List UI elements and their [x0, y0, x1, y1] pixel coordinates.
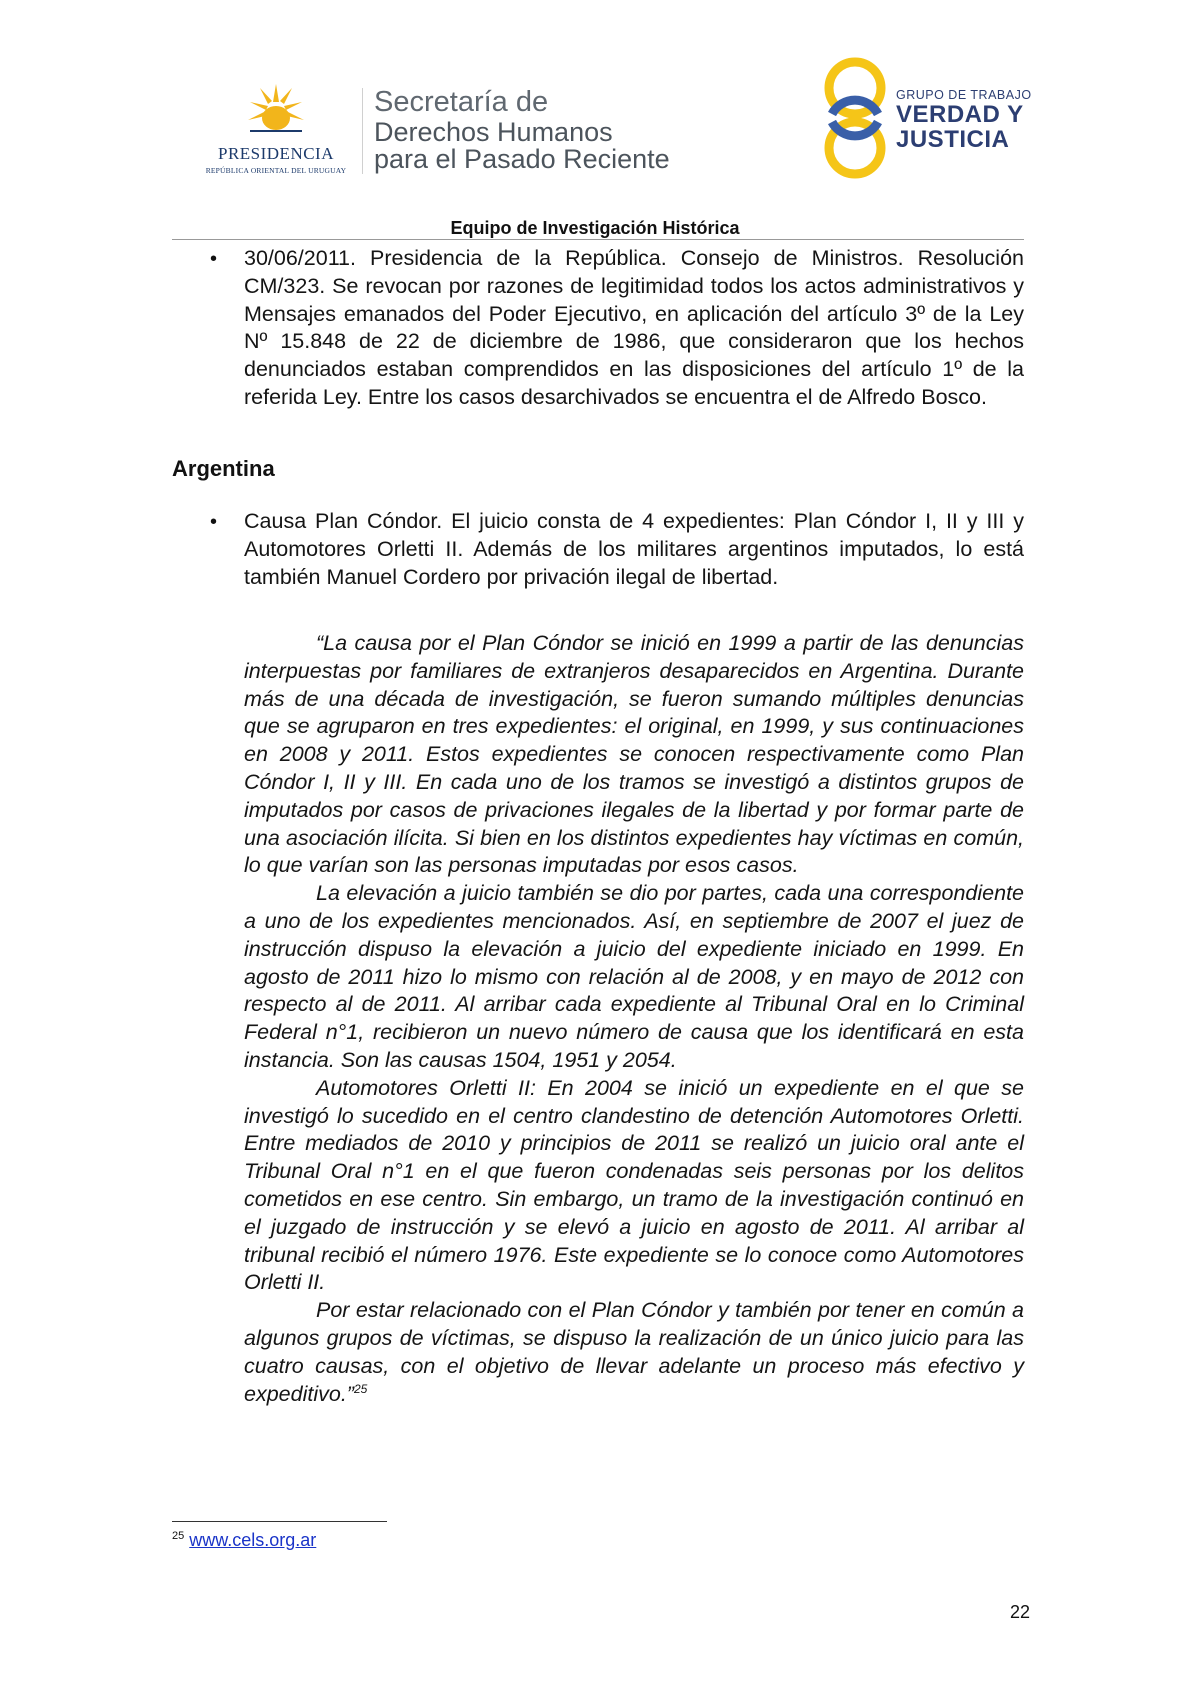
footnote-link[interactable]: www.cels.org.ar [189, 1530, 317, 1550]
footnote-number: 25 [172, 1530, 185, 1542]
gtvj-small: GRUPO DE TRABAJO [896, 88, 1032, 102]
logo-divider [362, 88, 363, 174]
presidencia-name: PRESIDENCIA [217, 144, 334, 163]
sun-icon [246, 82, 306, 142]
bullet-icon: • [210, 511, 218, 533]
section-heading: Argentina [172, 456, 275, 481]
team-title: Equipo de Investigación Histórica [450, 218, 740, 238]
bullet-icon: • [210, 248, 218, 270]
quote-paragraph: Automotores Orletti II: En 2004 se inició un expediente en el que se investigó lo sucedido en el centro clandestino de detención Automotores Orletti. Entre mediados de 2010 y principios de 2011 se realizó un juicio oral ante el Tribunal Oral n°1 en el que fueron condenadas seis personas por los delitos cometidos en ese centro. Sin embargo, un tramo de la investigación continuó en el juzgado de instrucción y se elevó a juicio en agosto de 2011. Al arribar al tribunal recibió el número 1976. Este expediente se lo conoce como Automotores Orletti II. [244, 1075, 1024, 1295]
secretaria-logo-text [374, 88, 670, 173]
page-number: 22 [1009, 1602, 1030, 1622]
gtvj-text [896, 88, 1032, 152]
item-plan-condor: Causa Plan Cóndor. El juicio consta de 4 expedientes: Plan Cóndor I, II y III y Automotores Orletti II. Además de los militares argentinos imputados, lo está también Manuel Cordero por privación ilegal de libertad. [244, 509, 1024, 589]
secretaria-line3: para el Pasado Reciente [374, 144, 670, 174]
footnote [172, 1530, 316, 1551]
secretaria-line1: Secretaría de [374, 86, 549, 118]
rings-icon [820, 56, 890, 180]
footnote-ref[interactable]: 25 [353, 1381, 368, 1396]
secretaria-line2: Derechos Humanos [374, 117, 613, 147]
gtvj-logo [820, 56, 1040, 180]
gtvj-line2: JUSTICIA [896, 126, 1010, 153]
item-resolucion: 30/06/2011. Presidencia de la República. Consejo de Ministros. Resolución CM/323. Se revocan por razones de legitimidad todos los actos administrativos y Mensajes emanados del Poder Ejecutivo, en aplicación del artículo 3º de la Ley Nº 15.848 de 22 de diciembre de 1986, que consideraron que los hechos denunciados estaban comprendidos en las disposiciones del artículo 1º de la referida Ley. Entre los casos desarchivados se encuentra el de Alfredo Bosco. [244, 246, 1024, 409]
quote-paragraph [244, 1297, 1024, 1408]
quote-block [244, 630, 1024, 1408]
quote-paragraph: “La causa por el Plan Cóndor se inició en 1999 a partir de las denuncias interpuestas por familiares de extranjeros desaparecidos en Argentina. Durante más de una década de investigación, se fueron sumando múltiples denuncias que se agruparon en tres expedientes: el original, en 1999, y sus continuaciones en 2008 y 2011. Estos expedientes se conocen respectivamente como Plan Cóndor I, II y III. En cada uno de los tramos se investigó a distintos grupos de imputados por casos de privaciones ilegales de la libertad y por formar parte de una asociación ilícita. Si bien en los distintos expedientes hay víctimas en común, lo que varían son las personas imputadas por esos casos. [244, 631, 1024, 878]
gtvj-line1: VERDAD Y [896, 101, 1024, 128]
presidencia-subtitle: REPÚBLICA ORIENTAL DEL URUGUAY [205, 166, 347, 175]
presidencia-logo [196, 82, 356, 182]
quote-paragraph: La elevación a juicio también se dio por partes, cada una correspondiente a uno de los expedientes mencionados. Así, en septiembre de 2007 el juez de instrucción dispuso la elevación a juicio del expediente iniciado en 1999. En agosto de 2011 hizo lo mismo con relación al de 2008, y en mayo de 2012 con respecto al de 2011. Al arribar cada expediente al Tribunal Oral en lo Criminal Federal n°1, recibieron un nuevo número de causa que los identificará en esta instancia. Son las causas 1504, 1951 y 2054. [244, 881, 1024, 1072]
quote-last-text: Por estar relacionado con el Plan Cóndor y también por tener en común a algunos grupos de víctimas, se dispuso la realización de un único juicio para las cuatro causas, con el objetivo de llevar adelante un proceso más efectivo y expeditivo.” [244, 1298, 1024, 1406]
header-rule [172, 239, 1024, 240]
footnote-rule [172, 1521, 387, 1522]
